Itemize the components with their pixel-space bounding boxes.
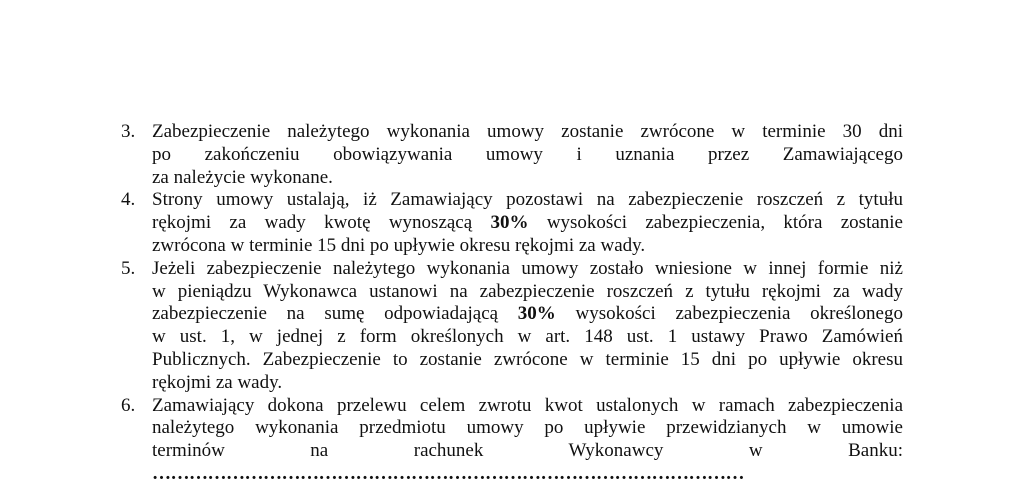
text-fragment: wysokości zabezpieczenia określonego xyxy=(555,303,903,325)
list-item-5 xyxy=(121,258,903,395)
list-item-4 xyxy=(121,189,903,257)
item-text xyxy=(152,121,903,189)
bold-percent: 30% xyxy=(490,212,529,234)
text-line: zwrócona w terminie 15 dni po upływie okresu rękojmi za wady. xyxy=(152,234,646,256)
text-line: terminów na rachunek Wykonawcy w Banku: xyxy=(152,440,903,462)
text-fragment: wysokości zabezpieczenia, która zostanie xyxy=(528,212,903,234)
item-text xyxy=(152,258,903,395)
text-line: Jeżeli zabezpieczenie należytego wykonania umowy zostało wniesione w innej formie niż xyxy=(152,257,903,279)
text-fragment: rękojmi za wady kwotę wynoszącą xyxy=(152,212,491,234)
text-line: w pieniądzu Wykonawca ustanowi na zabezpieczenie roszczeń z tytułu rękojmi za wady xyxy=(152,280,903,302)
text-line: Strony umowy ustalają, iż Zamawiający pozostawi na zabezpieczenie roszczeń z tytułu xyxy=(152,189,903,211)
item-number: 4. xyxy=(121,189,136,211)
item-number: 5. xyxy=(121,257,136,279)
text-line: należytego wykonania przedmiotu umowy po upływie przewidzianych w umowie xyxy=(152,417,903,439)
text-line: w ust. 1, w jednej z form określonych w art. 148 ust. 1 ustawy Prawo Zamówień xyxy=(152,326,903,348)
text-fragment: zabezpieczenie na sumę odpowiadającą xyxy=(152,303,518,325)
text-line: za należycie wykonane. xyxy=(152,166,333,188)
text-line: rękojmi za wady. xyxy=(152,371,283,393)
text-line: Zamawiający dokona przelewu celem zwrotu kwot ustalonych w ramach zabezpieczenia xyxy=(152,394,903,416)
text-line: po zakończeniu obowiązywania umowy i uznania przez Zamawiającego xyxy=(152,143,903,165)
text-line xyxy=(152,303,903,326)
document-page xyxy=(121,121,903,486)
bold-percent: 30% xyxy=(517,303,556,325)
item-text xyxy=(152,189,903,257)
item-number: 6. xyxy=(121,394,136,416)
list-item-6 xyxy=(121,395,903,486)
text-line: Zabezpieczenie należytego wykonania umowy zostanie zwrócone w terminie 30 dni xyxy=(152,121,903,142)
text-line: Publicznych. Zabezpieczenie to zostanie zwrócone w terminie 15 dni po upływie okresu xyxy=(152,348,903,370)
fill-in-dotted-line: …………………………………………………………………………………… xyxy=(152,462,744,484)
item-number: 3. xyxy=(121,121,136,142)
text-line xyxy=(152,212,903,235)
item-text xyxy=(152,395,903,486)
list-item-3 xyxy=(121,121,903,189)
